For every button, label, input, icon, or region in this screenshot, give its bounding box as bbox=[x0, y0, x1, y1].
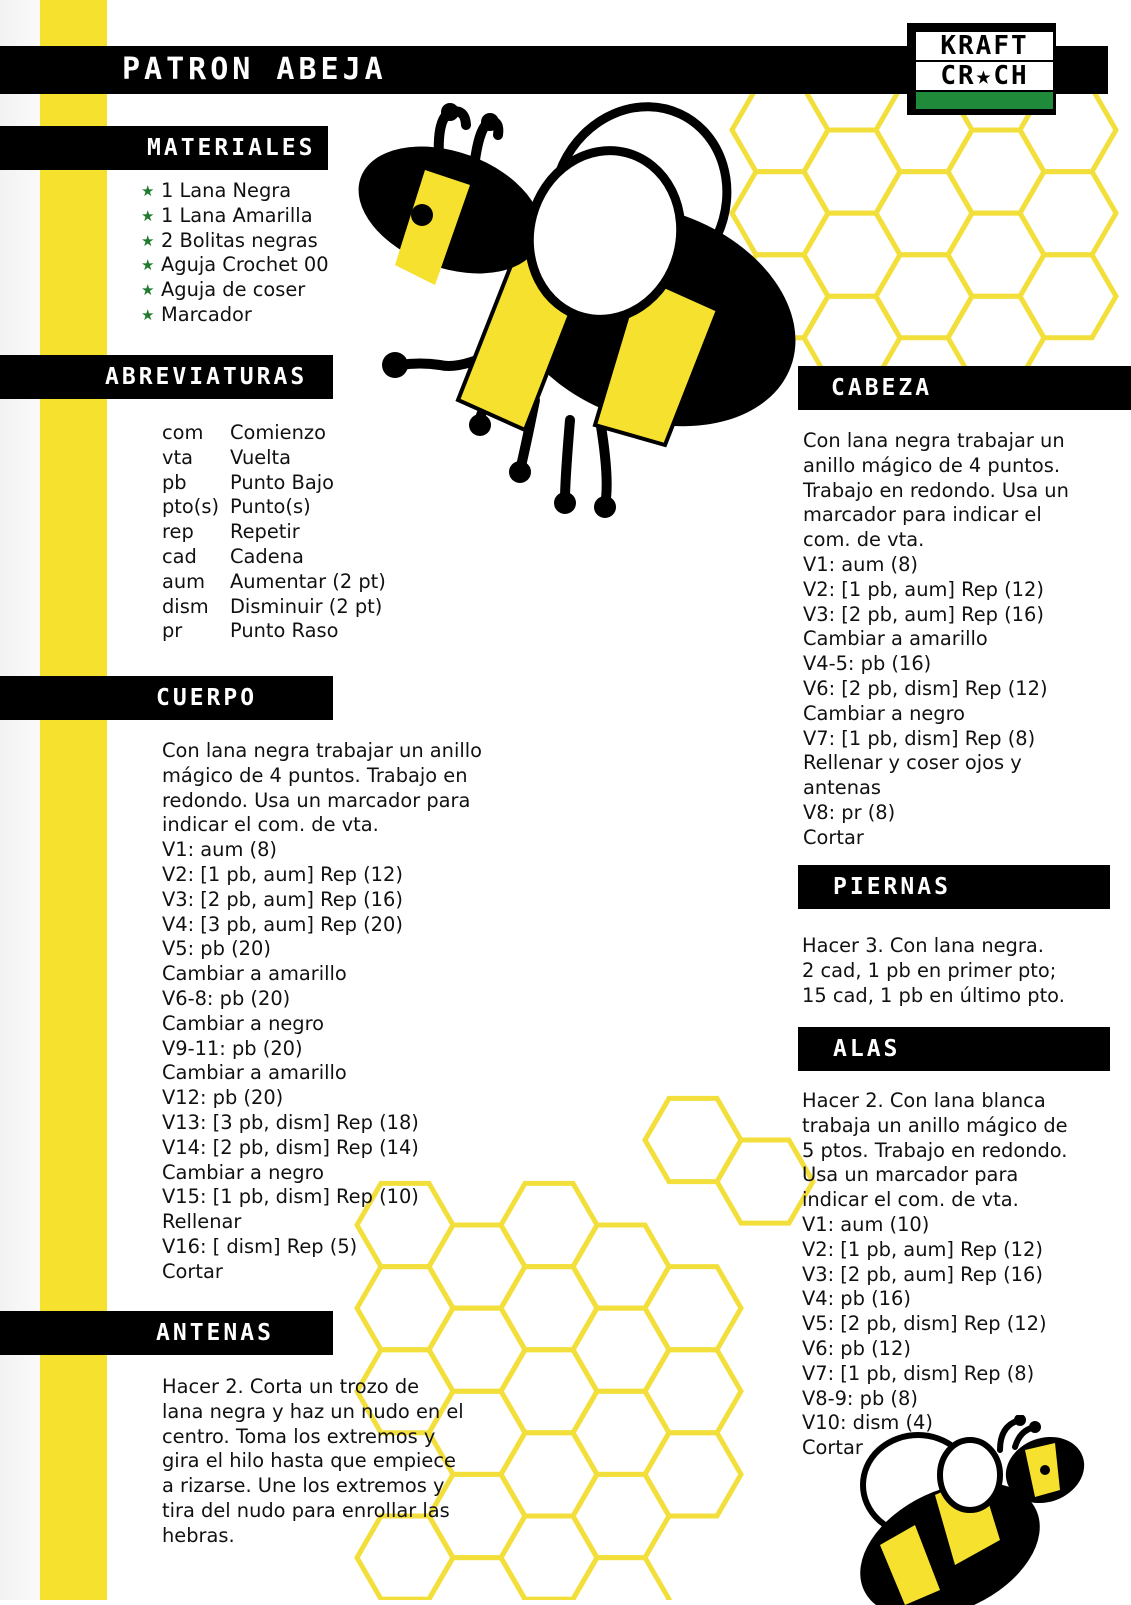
material-label: Marcador bbox=[161, 302, 252, 326]
instruction-line: Con lana negra trabajar un anillo bbox=[162, 739, 483, 762]
abbr-value: Vuelta bbox=[230, 445, 292, 469]
table-row bbox=[162, 446, 386, 471]
abbr-value: Punto(s) bbox=[230, 495, 311, 519]
section-header-cabeza bbox=[798, 366, 1131, 410]
abbr-key: com bbox=[162, 421, 204, 444]
instruction-line: anillo mágico de 4 puntos. bbox=[803, 453, 1061, 477]
instruction-line: 15 cad, 1 pb en último pto. bbox=[802, 983, 1065, 1007]
abbr-value: Repetir bbox=[230, 520, 300, 544]
cuerpo-heading: CUERPO bbox=[156, 685, 258, 711]
instruction-line: indicar el com. de vta. bbox=[162, 813, 379, 837]
star-icon: ★ bbox=[141, 256, 155, 275]
material-label: Aguja de coser bbox=[161, 278, 306, 302]
piernas-heading: PIERNAS bbox=[833, 874, 951, 900]
hexagon-shape bbox=[573, 1558, 669, 1600]
instruction-line: Trabajo en redondo. Usa un bbox=[803, 478, 1069, 502]
instruction-line: trabaja un anillo mágico de bbox=[802, 1113, 1068, 1137]
section-header-cuerpo bbox=[0, 676, 333, 720]
instruction-line: Cambiar a amarillo bbox=[803, 627, 988, 651]
abbr-key: rep bbox=[162, 520, 194, 544]
instruction-line: V6-8: pb (20) bbox=[162, 986, 291, 1010]
instruction-line: V3: [2 pb, aum] Rep (16) bbox=[803, 602, 1044, 626]
instruction-line: Hacer 2. Con lana blanca bbox=[802, 1089, 1046, 1112]
cabeza-instructions bbox=[803, 429, 1069, 851]
section-header-abreviaturas bbox=[0, 355, 333, 399]
star-icon: ★ bbox=[141, 231, 155, 250]
table-row bbox=[162, 545, 386, 570]
hexagon-shape bbox=[645, 1433, 741, 1516]
instruction-line: Hacer 2. Corta un trozo de bbox=[162, 1375, 420, 1398]
table-row bbox=[162, 471, 386, 496]
instruction-line: lana negra y haz un nudo en el bbox=[162, 1399, 464, 1423]
instruction-line: tira del nudo para enrollar las bbox=[162, 1498, 450, 1522]
star-icon: ★ bbox=[141, 305, 155, 324]
abbr-key: cad bbox=[162, 544, 197, 568]
material-label: 1 Lana Negra bbox=[161, 179, 292, 202]
cabeza-heading: CABEZA bbox=[831, 375, 933, 401]
materiales-list bbox=[143, 179, 329, 328]
instruction-line: V3: [2 pb, aum] Rep (16) bbox=[802, 1262, 1043, 1286]
hexagon-shape bbox=[717, 1140, 813, 1223]
instruction-line: V9-11: pb (20) bbox=[162, 1036, 303, 1060]
instruction-line: redondo. Usa un marcador para bbox=[162, 788, 471, 812]
instruction-line: V1: aum (10) bbox=[802, 1212, 930, 1236]
abbr-key: pb bbox=[162, 470, 187, 494]
abbr-value: Cadena bbox=[230, 544, 304, 568]
material-label: 1 Lana Amarilla bbox=[161, 203, 313, 227]
instruction-line: Cambiar a amarillo bbox=[162, 962, 347, 986]
alas-instructions bbox=[802, 1089, 1068, 1461]
materiales-heading: MATERIALES bbox=[147, 135, 316, 161]
instruction-line: Con lana negra trabajar un bbox=[803, 429, 1065, 452]
abbr-value: Punto Bajo bbox=[230, 470, 334, 494]
abreviaturas-table bbox=[162, 421, 386, 644]
instruction-line: V5: pb (20) bbox=[162, 937, 271, 961]
instruction-line: indicar el com. de vta. bbox=[802, 1188, 1019, 1212]
hexagon-shape bbox=[1020, 172, 1116, 255]
instruction-line: V16: [ dism] Rep (5) bbox=[162, 1234, 358, 1258]
list-item bbox=[143, 179, 329, 204]
list-item bbox=[143, 253, 329, 278]
instruction-line: centro. Toma los extremos y bbox=[162, 1424, 436, 1448]
bee-illustration bbox=[340, 100, 810, 540]
instruction-line: V4: pb (16) bbox=[802, 1287, 911, 1311]
instruction-line: V7: [1 pb, dism] Rep (8) bbox=[803, 726, 1036, 750]
abbr-value: Aumentar (2 pt) bbox=[230, 569, 386, 593]
instruction-line: V4: [3 pb, aum] Rep (20) bbox=[162, 912, 403, 936]
antenas-instructions bbox=[162, 1375, 464, 1549]
material-label: Aguja Crochet 00 bbox=[161, 253, 329, 277]
abbr-key: vta bbox=[162, 445, 193, 469]
section-header-alas bbox=[798, 1027, 1110, 1071]
list-item bbox=[143, 278, 329, 303]
instruction-line: V13: [3 pb, dism] Rep (18) bbox=[162, 1110, 419, 1134]
section-header-materiales bbox=[0, 126, 328, 170]
instruction-line: Cortar bbox=[803, 825, 864, 849]
instruction-line: V2: [1 pb, aum] Rep (12) bbox=[803, 577, 1044, 601]
instruction-line: Cambiar a amarillo bbox=[162, 1061, 347, 1085]
material-label: 2 Bolitas negras bbox=[161, 228, 318, 252]
instruction-line: V8-9: pb (8) bbox=[802, 1386, 918, 1410]
instruction-line: Rellenar y coser ojos y bbox=[803, 751, 1022, 775]
instruction-line: V2: [1 pb, aum] Rep (12) bbox=[162, 862, 403, 886]
instruction-line: V7: [1 pb, dism] Rep (8) bbox=[802, 1361, 1035, 1385]
instruction-line: V4-5: pb (16) bbox=[803, 652, 932, 676]
abbr-value: Punto Raso bbox=[230, 619, 339, 643]
hexagon-shape bbox=[1020, 255, 1116, 338]
abreviaturas-heading: ABREVIATURAS bbox=[105, 364, 308, 390]
cuerpo-instructions bbox=[162, 739, 482, 1285]
logo-green-band bbox=[916, 92, 1053, 109]
hexagon-shape bbox=[645, 1350, 741, 1433]
list-item bbox=[143, 204, 329, 229]
abbr-value: Comienzo bbox=[230, 421, 326, 444]
instruction-line: hebras. bbox=[162, 1523, 235, 1547]
instruction-line: Cortar bbox=[162, 1259, 223, 1283]
section-header-piernas bbox=[798, 865, 1110, 909]
instruction-line: 5 ptos. Trabajo en redondo. bbox=[802, 1138, 1068, 1162]
kraft-crach-logo bbox=[907, 23, 1056, 115]
alas-heading: ALAS bbox=[833, 1036, 901, 1062]
instruction-line: V5: [2 pb, dism] Rep (12) bbox=[802, 1312, 1047, 1336]
instruction-line: gira el hilo hasta que empiece bbox=[162, 1449, 456, 1473]
table-row bbox=[162, 619, 386, 644]
table-row bbox=[162, 495, 386, 520]
instruction-line: V1: aum (8) bbox=[162, 838, 277, 862]
instruction-line: antenas bbox=[803, 776, 881, 800]
logo-line-2: CR★CH bbox=[916, 62, 1053, 90]
table-row bbox=[162, 520, 386, 545]
abbr-value: Disminuir (2 pt) bbox=[230, 594, 383, 618]
instruction-line: Cambiar a negro bbox=[803, 701, 966, 725]
instruction-line: V6: [2 pb, dism] Rep (12) bbox=[803, 676, 1048, 700]
abbr-key: pr bbox=[162, 619, 183, 643]
abbr-key: aum bbox=[162, 569, 206, 593]
section-header-antenas bbox=[0, 1311, 333, 1355]
instruction-line: Rellenar bbox=[162, 1210, 242, 1234]
star-icon: ★ bbox=[141, 206, 155, 225]
instruction-line: V2: [1 pb, aum] Rep (12) bbox=[802, 1237, 1043, 1261]
instruction-line: 2 cad, 1 pb en primer pto; bbox=[802, 958, 1057, 982]
piernas-instructions bbox=[802, 934, 1065, 1008]
list-item bbox=[143, 303, 329, 328]
instruction-line: Cortar bbox=[802, 1436, 863, 1460]
instruction-line: V1: aum (8) bbox=[803, 552, 918, 576]
page-title: PATRON ABEJA bbox=[122, 52, 387, 87]
instruction-line: Usa un marcador para bbox=[802, 1163, 1019, 1187]
instruction-line: V15: [1 pb, dism] Rep (10) bbox=[162, 1185, 419, 1209]
instruction-line: com. de vta. bbox=[803, 528, 925, 552]
instruction-line: V8: pr (8) bbox=[803, 800, 896, 824]
table-row bbox=[162, 570, 386, 595]
instruction-line: V10: dism (4) bbox=[802, 1411, 933, 1435]
abbr-key: dism bbox=[162, 594, 209, 618]
table-row bbox=[162, 421, 386, 446]
instruction-line: marcador para indicar el bbox=[803, 503, 1042, 527]
instruction-line: mágico de 4 puntos. Trabajo en bbox=[162, 763, 468, 787]
instruction-line: Cambiar a negro bbox=[162, 1011, 325, 1035]
star-icon: ★ bbox=[141, 281, 155, 300]
abbr-key: pto(s) bbox=[162, 495, 220, 519]
hexagon-shape bbox=[645, 1267, 741, 1350]
logo-line-1: KRAFT bbox=[916, 32, 1053, 60]
instruction-line: V14: [2 pb, dism] Rep (14) bbox=[162, 1135, 419, 1159]
instruction-line: a rizarse. Une los extremos y bbox=[162, 1474, 445, 1498]
antenas-heading: ANTENAS bbox=[156, 1320, 274, 1346]
table-row bbox=[162, 595, 386, 620]
list-item bbox=[143, 229, 329, 254]
instruction-line: Cambiar a negro bbox=[162, 1160, 325, 1184]
instruction-line: V6: pb (12) bbox=[802, 1336, 911, 1360]
star-icon: ★ bbox=[141, 182, 155, 200]
instruction-line: V12: pb (20) bbox=[162, 1086, 284, 1110]
instruction-line: Hacer 3. Con lana negra. bbox=[802, 934, 1044, 957]
instruction-line: V3: [2 pb, aum] Rep (16) bbox=[162, 887, 403, 911]
